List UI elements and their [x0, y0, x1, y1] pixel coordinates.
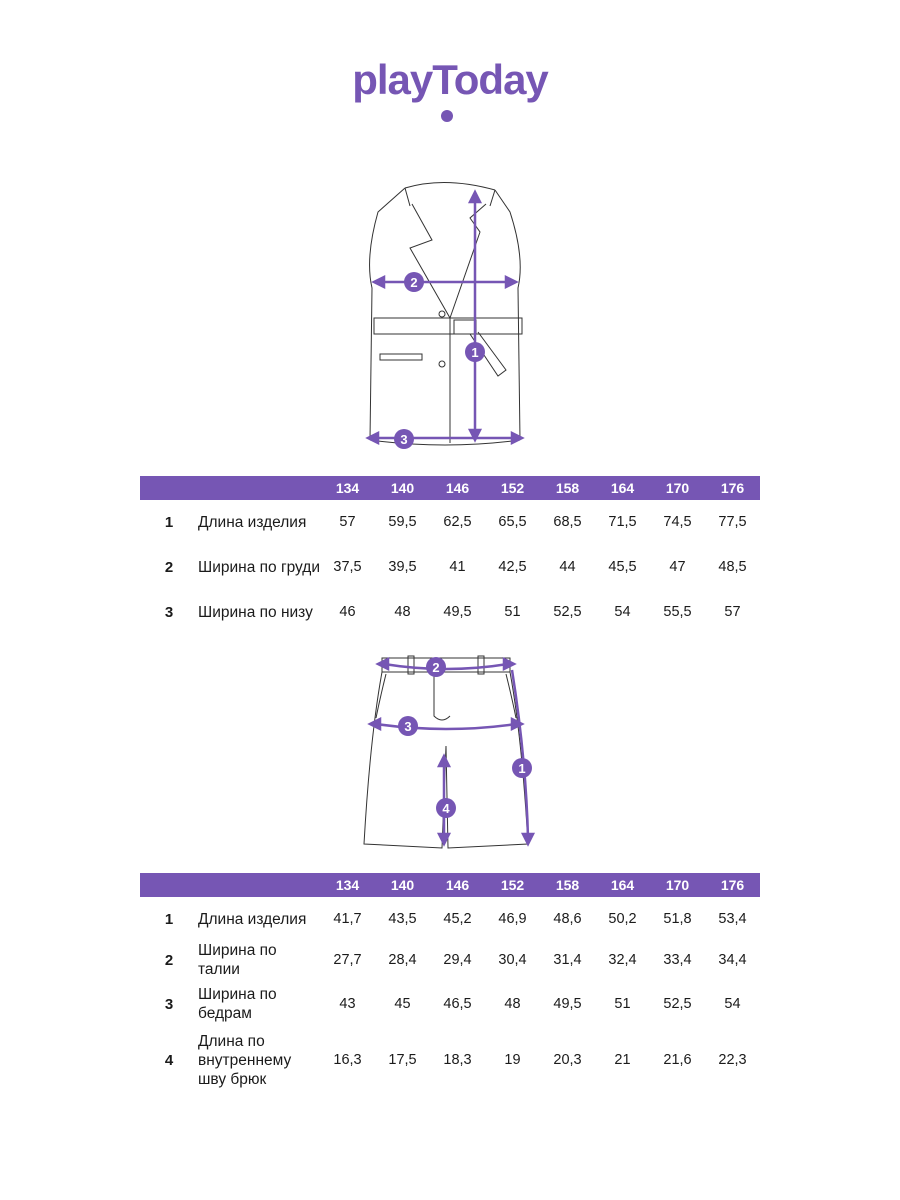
size-header: 164 [610, 877, 635, 893]
shorts-marker-1 [512, 758, 532, 778]
logo-dot [441, 110, 453, 122]
cell-value: 33,4 [663, 952, 692, 968]
size-header: 152 [500, 480, 525, 496]
cell-value: 16,3 [333, 1052, 362, 1068]
cell-value: 57 [339, 514, 356, 530]
size-header: 170 [665, 480, 690, 496]
cell-value: 45 [394, 996, 411, 1012]
size-header: 176 [720, 877, 745, 893]
table-row [140, 590, 760, 634]
cell-value: 54 [724, 996, 741, 1012]
cell-value: 54 [614, 604, 631, 620]
vest-outline [370, 182, 522, 445]
cell-value: 48 [504, 996, 521, 1012]
table-row [140, 1029, 760, 1091]
cell-value: 43 [339, 996, 356, 1012]
vest-marker-2-label: 2 [410, 275, 418, 290]
cell-value: 71,5 [608, 514, 637, 530]
cell-value: 41,7 [333, 911, 362, 927]
table-row [140, 500, 760, 544]
cell-value: 62,5 [443, 514, 472, 530]
cell-value: 49,5 [553, 996, 582, 1012]
row-label: Ширина по бедрам [198, 986, 277, 1022]
shorts-marker-3-label: 3 [404, 719, 412, 734]
row-label: Ширина по талии [198, 942, 277, 978]
cell-value: 42,5 [498, 559, 527, 575]
table-row [140, 941, 760, 979]
cell-value: 65,5 [498, 514, 527, 530]
cell-value: 53,4 [718, 911, 747, 927]
size-header: 152 [500, 877, 525, 893]
row-label: Длина изделия [198, 513, 307, 531]
cell-value: 29,4 [443, 952, 472, 968]
shorts-marker-4-label: 4 [442, 801, 450, 816]
size-header: 158 [555, 480, 580, 496]
row-label: Ширина по груди [198, 558, 320, 576]
size-header: 134 [335, 877, 360, 893]
cell-value: 20,3 [553, 1052, 582, 1068]
size-header: 164 [610, 480, 635, 496]
cell-value: 45,2 [443, 911, 472, 927]
size-header: 134 [335, 480, 360, 496]
size-header: 170 [665, 877, 690, 893]
vest-marker-2 [404, 272, 424, 292]
cell-value: 47 [669, 559, 686, 575]
row-label: Длина по внутреннему шву брюк [198, 1032, 292, 1088]
row-number: 2 [164, 951, 174, 969]
cell-value: 48,5 [718, 559, 747, 575]
cell-value: 46,5 [443, 996, 472, 1012]
row-number: 4 [164, 1051, 174, 1069]
table-row [140, 979, 760, 1029]
cell-value: 41 [449, 559, 466, 575]
cell-value: 18,3 [443, 1052, 472, 1068]
cell-value: 52,5 [553, 604, 582, 620]
vest-table-header [140, 476, 760, 500]
cell-value: 50,2 [608, 911, 637, 927]
row-number: 1 [164, 910, 174, 928]
size-header: 140 [390, 877, 415, 893]
row-number: 1 [164, 513, 174, 531]
logo-text: playToday [352, 56, 548, 103]
cell-value: 19 [504, 1052, 521, 1068]
cell-value: 34,4 [718, 952, 747, 968]
cell-value: 59,5 [388, 514, 417, 530]
vest-marker-1 [465, 342, 485, 362]
cell-value: 52,5 [663, 996, 692, 1012]
cell-value: 31,4 [553, 952, 582, 968]
shorts-marker-3 [398, 716, 418, 736]
cell-value: 46 [339, 604, 356, 620]
row-number: 3 [164, 995, 174, 1013]
shorts-marker-2 [426, 657, 446, 677]
cell-value: 17,5 [388, 1052, 417, 1068]
cell-value: 43,5 [388, 911, 417, 927]
shorts-diagram [350, 648, 550, 858]
shorts-marker-4 [436, 798, 456, 818]
cell-value: 57 [724, 604, 741, 620]
row-label: Длина изделия [198, 910, 307, 928]
vest-diagram [350, 178, 540, 456]
cell-value: 51,8 [663, 911, 692, 927]
cell-value: 48 [394, 604, 411, 620]
table-row [140, 544, 760, 590]
brand-logo [0, 52, 900, 129]
cell-value: 55,5 [663, 604, 692, 620]
cell-value: 48,6 [553, 911, 582, 927]
cell-value: 49,5 [443, 604, 472, 620]
cell-value: 30,4 [498, 952, 527, 968]
vest-size-table [140, 476, 760, 634]
cell-value: 28,4 [388, 952, 417, 968]
size-header: 176 [720, 480, 745, 496]
row-number: 2 [164, 558, 174, 576]
shorts-size-table [140, 873, 760, 1091]
cell-value: 68,5 [553, 514, 582, 530]
cell-value: 27,7 [333, 952, 362, 968]
shorts-outline [364, 656, 528, 848]
size-header: 140 [390, 480, 415, 496]
playtoday-logo [330, 52, 570, 124]
vest-marker-3 [394, 429, 414, 449]
cell-value: 21,6 [663, 1052, 692, 1068]
cell-value: 22,3 [718, 1052, 747, 1068]
cell-value: 32,4 [608, 952, 637, 968]
vest-marker-1-label: 1 [471, 345, 479, 360]
cell-value: 21 [614, 1052, 631, 1068]
shorts-marker-2-label: 2 [432, 660, 440, 675]
size-header: 158 [555, 877, 580, 893]
row-label: Ширина по низу [198, 603, 313, 621]
size-header: 146 [445, 877, 470, 893]
vest-marker-3-label: 3 [400, 432, 408, 447]
shorts-table-header [140, 873, 760, 897]
cell-value: 44 [559, 559, 576, 575]
cell-value: 45,5 [608, 559, 637, 575]
cell-value: 74,5 [663, 514, 692, 530]
cell-value: 51 [504, 604, 521, 620]
shorts-marker-1-label: 1 [518, 761, 526, 776]
row-number: 3 [164, 603, 174, 621]
cell-value: 77,5 [718, 514, 747, 530]
cell-value: 39,5 [388, 559, 417, 575]
cell-value: 51 [614, 996, 631, 1012]
cell-value: 37,5 [333, 559, 362, 575]
cell-value: 46,9 [498, 911, 527, 927]
size-header: 146 [445, 480, 470, 496]
table-row [140, 897, 760, 941]
